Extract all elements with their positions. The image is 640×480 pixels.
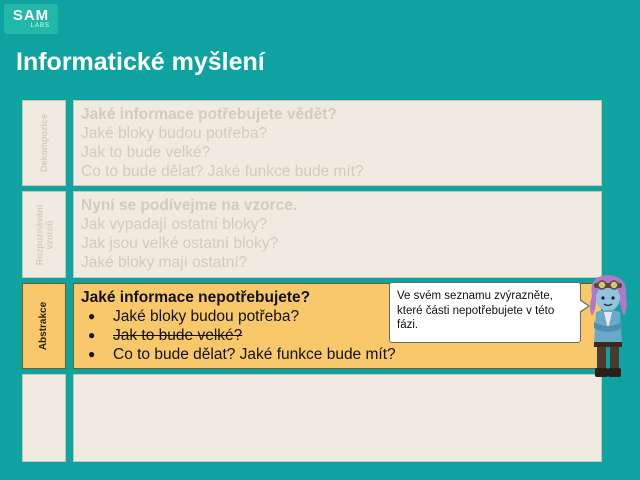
bullet-item-struck: ● Jak to bude velké?: [81, 326, 594, 345]
section-line: Jaké bloky mají ostatní?: [81, 254, 248, 271]
section-content: [73, 100, 602, 186]
section-heading: Jaké informace nepotřebujete?: [81, 289, 311, 306]
section-heading: Jaké informace potřebujete vědět?: [81, 106, 337, 123]
logo-text: SAM: [12, 7, 50, 24]
section-decomposition: [22, 100, 602, 186]
speech-bubble: Ve svém seznamu zvýrazněte, které části nepotřebujete v této fázi.: [389, 282, 581, 343]
sam-labs-logo: [4, 4, 58, 34]
section-pattern-recognition: [22, 191, 602, 278]
side-label-line: Rozpoznávání: [34, 204, 45, 265]
section-empty: [22, 374, 602, 462]
section-line: Jak to bude velké?: [81, 144, 211, 161]
side-label-line: vzorců: [44, 219, 55, 250]
side-label: Dekompozice: [39, 113, 49, 173]
section-heading: Nyní se podívejme na vzorce.: [81, 197, 298, 214]
slide-title: Informatické myšlení: [16, 48, 265, 76]
logo-subtext: LABS: [30, 23, 50, 29]
side-label: Abstrakce: [38, 301, 50, 351]
section-line: Co to bude dělat? Jaké funkce bude mít?: [81, 163, 364, 180]
section-line: Jak jsou velké ostatní bloky?: [81, 235, 279, 252]
empty-content-box: [73, 374, 602, 462]
side-tab-decomposition: [22, 100, 66, 186]
section-line: Jaké bloky budou potřeba?: [81, 125, 268, 142]
side-label: [34, 204, 54, 265]
section-line: Jak vypadají ostatní bloky?: [81, 216, 268, 233]
character-illustration: [580, 272, 636, 380]
side-tab-abstraction: [22, 283, 66, 369]
bullet-item: ● Jaké bloky budou potřeba?: [81, 307, 594, 326]
side-tab-empty: [22, 374, 66, 462]
section-content: [73, 191, 602, 278]
bullet-item: ● Co to bude dělat? Jaké funkce bude mít?: [81, 345, 594, 364]
side-tab-pattern-recognition: [22, 191, 66, 278]
